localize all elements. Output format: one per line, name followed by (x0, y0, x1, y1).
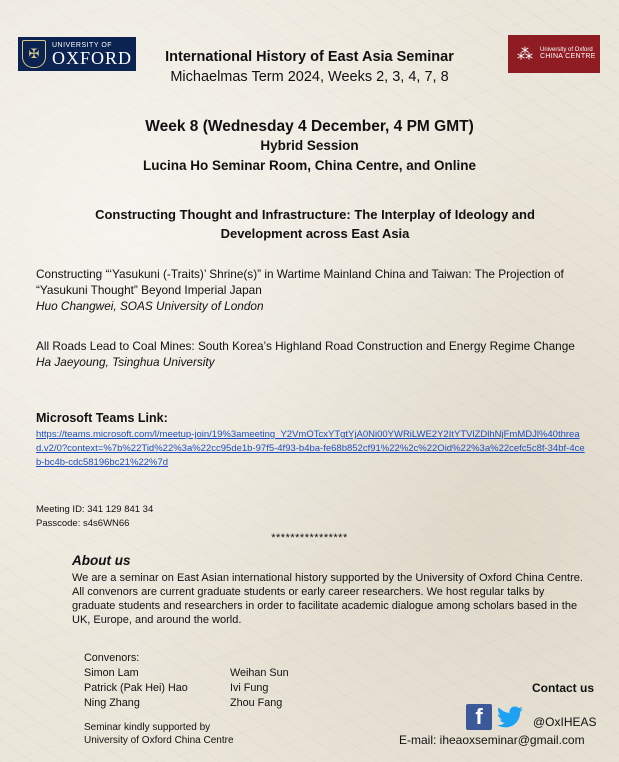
social-handle[interactable]: @OxIHEAS (533, 715, 597, 729)
about-heading: About us (72, 553, 131, 568)
session-mode: Hybrid Session (260, 138, 359, 153)
oxford-logo-big: OXFORD (52, 47, 133, 68)
contact-heading: Contact us (532, 681, 595, 695)
talk-title: All Roads Lead to Coal Mines: South Korea’s Highland Road Construction and Energy Regime Change (36, 339, 575, 353)
facebook-icon[interactable]: f (466, 704, 492, 730)
convenors-left (84, 651, 188, 711)
convenor-name: Zhou Fang (230, 697, 283, 709)
support-line1: Seminar kindly supported by (84, 722, 211, 733)
oxford-logo-small: UNIVERSITY OF (52, 41, 113, 49)
separator: **************** (271, 532, 348, 544)
support-note (84, 721, 234, 747)
convenor-name: Ivi Fung (230, 682, 269, 694)
meeting-passcode: Passcode: s4s6WN66 (36, 518, 130, 529)
twitter-icon[interactable] (496, 703, 524, 731)
convenors-right (230, 666, 289, 711)
talk-2 (36, 338, 586, 370)
teams-heading: Microsoft Teams Link: (36, 411, 168, 425)
oxford-crest-icon: ✠ (22, 40, 46, 68)
session-week: Week 8 (Wednesday 4 December, 4 PM GMT) (145, 118, 474, 135)
talk-1 (36, 266, 586, 314)
talk-title: Constructing “‘Yasukuni (-Traits)’ Shrine(s)” in Wartime Mainland China and Taiwan: The Projection of “Yasukuni Thought” Beyond Imperial Japan (36, 267, 564, 297)
convenor-name: Ning Zhang (84, 697, 140, 709)
contact-email[interactable]: E-mail: iheaoxseminar@gmail.com (399, 733, 585, 747)
teams-link[interactable]: https://teams.microsoft.com/l/meetup-join/19%3ameeting_Y2VmOTcxYTgtYjA0Ni00YWRiLWE2Y2ItYTVlZDlhNjFmMDJl%40thread.v2/0?context=%7b%22Tid%22%3a%22cc95de1b-97f5-4f93-b4ba-fe68b852cf91%22%2c%22Oid%22%3a%22cefc5c8f-34bf-4ceb-bc4b-cdc58196bc21%22%7d (36, 429, 585, 468)
talk-speaker: Ha Jaeyoung, Tsinghua University (36, 355, 215, 369)
meeting-id: Meeting ID: 341 129 841 34 (36, 504, 154, 515)
convenor-name: Weihan Sun (230, 667, 289, 679)
convenors-label: Convenors: (84, 652, 140, 664)
meeting-details (36, 503, 153, 531)
seminar-term: Michaelmas Term 2024, Weeks 2, 3, 4, 7, 8 (170, 69, 449, 85)
convenor-name: Patrick (Pak Hei) Hao (84, 682, 188, 694)
seminar-theme: Constructing Thought and Infrastructure: The Interplay of Ideology and Development across East Asia (95, 207, 535, 241)
china-centre-mark-icon: ⁂ (517, 46, 533, 63)
about-text: We are a seminar on East Asian international history supported by the University of Oxford China Centre. All convenors are current graduate students or early career researchers. We host regular talks by graduate students and researchers in order to facilitate academic dialogue among scholars based in the UK, Europe, and around the world. (72, 572, 583, 626)
china-centre-line1: University of Oxford (540, 47, 593, 54)
china-centre-line2: CHINA CENTRE (540, 53, 596, 61)
convenor-name: Simon Lam (84, 667, 139, 679)
talk-speaker: Huo Changwei, SOAS University of London (36, 299, 264, 313)
seminar-title: International History of East Asia Seminar (165, 49, 454, 65)
support-line2: University of Oxford China Centre (84, 735, 234, 746)
session-location: Lucina Ho Seminar Room, China Centre, and Online (142, 158, 477, 173)
